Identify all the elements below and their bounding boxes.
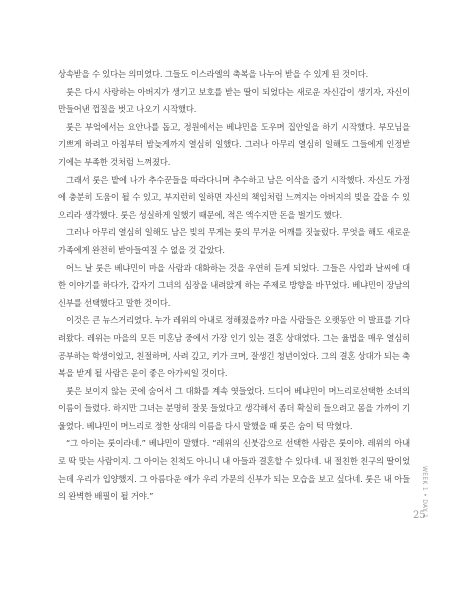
page-number: 25 [413, 510, 426, 521]
paragraph: 이것은 큰 뉴스거리였다. 누가 레위의 아내로 정해졌을까? 마을 사람들은 오랫동안 이 발표를 기다려왔다. 레위는 마을의 모든 미혼남 중에서 가장 인기 있는 결혼 상대였다. 그는 율법을 매우 열심히 공부하는 학생이었고, 친절하며, 사려 깊고, 키가 크며, 잘생긴 청년이었다. 그의 결혼 상대가 되는 축복을 받게 될 사람은 운이 좋은 아가씨일 것이다. [58, 315, 410, 379]
body-text [58, 66, 410, 506]
paragraph: 그러나 아무리 열심히 일해도 남은 빚의 무게는 룻의 무거운 어깨를 짓눌렀다. 무엇을 해도 새로운 가족에게 완전히 받아들여질 수 없을 것 같았다. [58, 227, 410, 255]
running-head: WEEK 1 • DAY 1 [421, 466, 428, 519]
paragraph: 룻은 부엌에서는 요안나를 돕고, 정원에서는 베냐민을 도우며 집안일을 하기 시작했다. 부모님을 기쁘게 하려고 아침부터 밤늦게까지 열심히 일했다. 그러나 아무리 열심히 일해도 그들에게 인정받기에는 부족한 것처럼 느껴졌다. [58, 121, 410, 167]
paragraph: 상속받을 수 있다는 의미였다. 그들도 이스라엘의 축복을 나누어 받을 수 있게 된 것이다. [58, 69, 369, 79]
paragraph: 룻은 다시 사랑하는 아버지가 생기고 보호를 받는 딸이 되었다는 새로운 자신감이 생기자, 자신이 만들어낸 껍질을 벗고 나오기 시작했다. [58, 86, 410, 115]
paragraph: “그 아이는 룻이라네.” 베냐민이 말했다. “레위의 신붓감으로 선택한 사람은 룻이야. 레위의 아내로 딱 맞는 사람이지. 그 아이는 친척도 아니니 내 아들과 결혼할 수 있다네. 내 절친한 친구의 딸이었는데 우리가 입양했지. 그 아름다운 애가 우리 가문의 신부가 되는 모습을 보고 싶다네. 룻은 내 아들의 완벽한 배필이 될 거야.” [58, 438, 410, 502]
paragraph: 그래서 룻은 밭에 나가 추수꾼들을 따라다니며 추수하고 남은 이삭을 줍기 시작했다. 자신도 가정에 충분히 도움이 될 수 있고, 부지런히 일하면 자신의 책임처럼 느껴지는 아버지의 빚을 갚을 수 있으리라 생각했다. 룻은 성실하게 일했기 때문에, 적은 액수지만 돈을 벌기도 했다. [58, 174, 410, 220]
paragraph: 룻은 보이지 않는 곳에 숨어서 그 대화를 계속 엿들었다. 드디어 베냐민이 며느리로선택한 소녀의 이름이 들렸다. 하지만 그녀는 분명히 잘못 들었다고 생각해서 좀더 확실히 들으려고 몸을 가까이 기울였다. 베냐민이 며느리로 정한 상대의 이름을 다시 말했을 때 룻은 숨이 턱 막혔다. [58, 385, 410, 431]
paragraph: 어느 날 룻은 베냐민이 마을 사람과 대화하는 것을 우연히 듣게 되었다. 그들은 사업과 날씨에 대한 이야기를 하다가, 갑자기 그녀의 심장을 내려앉게 하는 주제로 방향을 바꾸었다. 베냐민이 장남의 신부를 선택했다고 말한 것이다. [58, 262, 410, 308]
